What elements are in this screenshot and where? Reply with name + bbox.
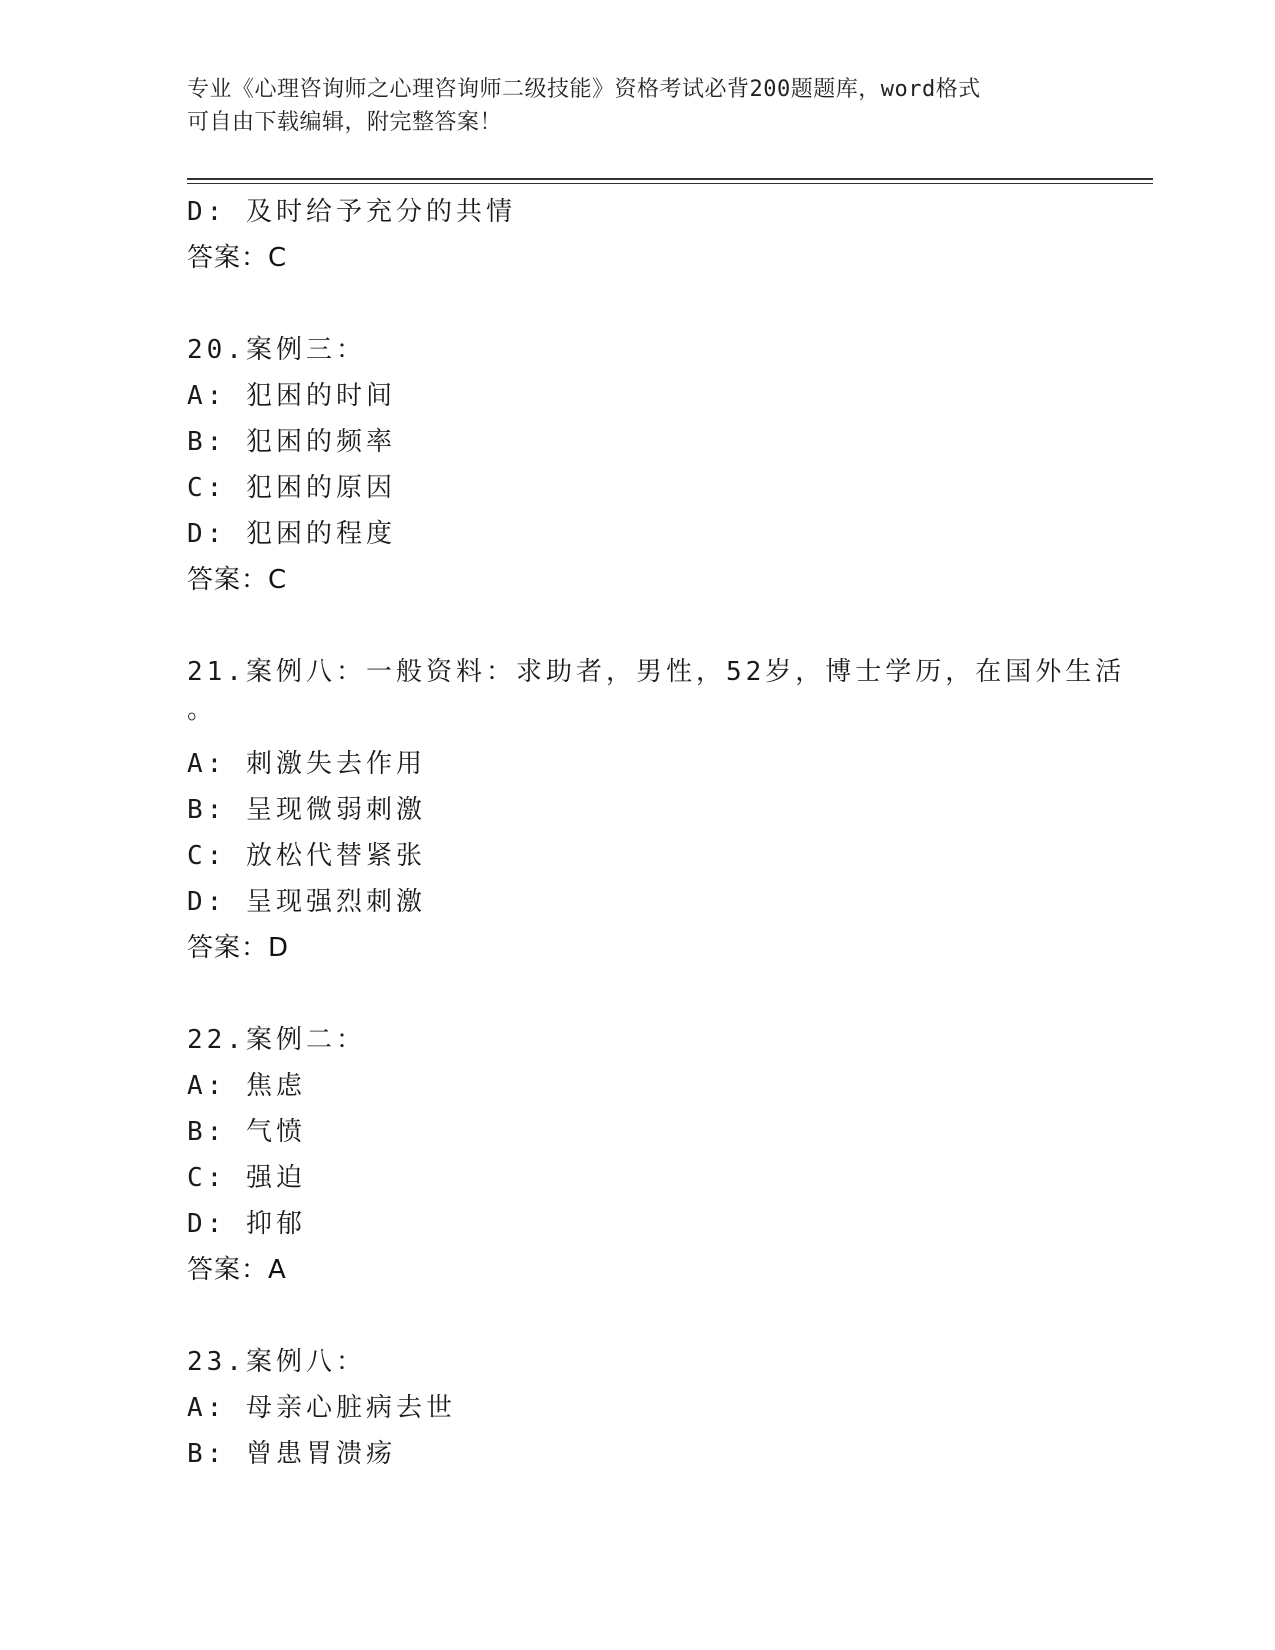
header-divider-thick [187,178,1153,180]
option-b: B: 呈现微弱刺激 [187,795,426,825]
option-d: D: 呈现强烈刺激 [187,887,426,917]
option-b: B: 犯困的频率 [187,427,396,457]
question-list [187,189,1126,1477]
question-stem: 20.案例三： [187,335,366,365]
option-a: A: 刺激失去作用 [187,749,426,779]
question-22 [187,1017,1087,1293]
option-b: B: 气愤 [187,1117,306,1147]
document-header [187,73,1087,139]
option-d: D: 及时给予充分的共情 [187,197,516,227]
question-stem: 23.案例八： [187,1347,366,1377]
header-title-line-1: 专业《心理咨询师之心理咨询师二级技能》资格考试必背200题题库，word格式 [187,77,981,102]
header-divider-thin [187,183,1153,184]
question-23 [187,1339,1087,1477]
question-19-tail [187,189,1087,281]
answer-line: 答案：C [187,243,288,273]
question-stem-continuation: 。 [187,695,218,725]
question-21 [187,649,1126,971]
option-b: B: 曾患胃溃疡 [187,1439,396,1469]
option-d: D: 抑郁 [187,1209,306,1239]
option-a: A: 犯困的时间 [187,381,396,411]
header-title-line-2: 可自由下载编辑，附完整答案！ [187,110,503,135]
option-c: C: 强迫 [187,1163,306,1193]
option-d: D: 犯困的程度 [187,519,396,549]
question-20 [187,327,1087,603]
option-a: A: 母亲心脏病去世 [187,1393,456,1423]
answer-line: 答案：C [187,565,288,595]
question-stem: 21.案例八：一般资料：求助者，男性，52岁，博士学历，在国外生活 [187,657,1126,687]
option-a: A: 焦虑 [187,1071,306,1101]
answer-line: 答案：D [187,933,290,963]
option-c: C: 放松代替紧张 [187,841,426,871]
question-stem: 22.案例二： [187,1025,366,1055]
answer-line: 答案：A [187,1255,287,1285]
option-c: C: 犯困的原因 [187,473,396,503]
